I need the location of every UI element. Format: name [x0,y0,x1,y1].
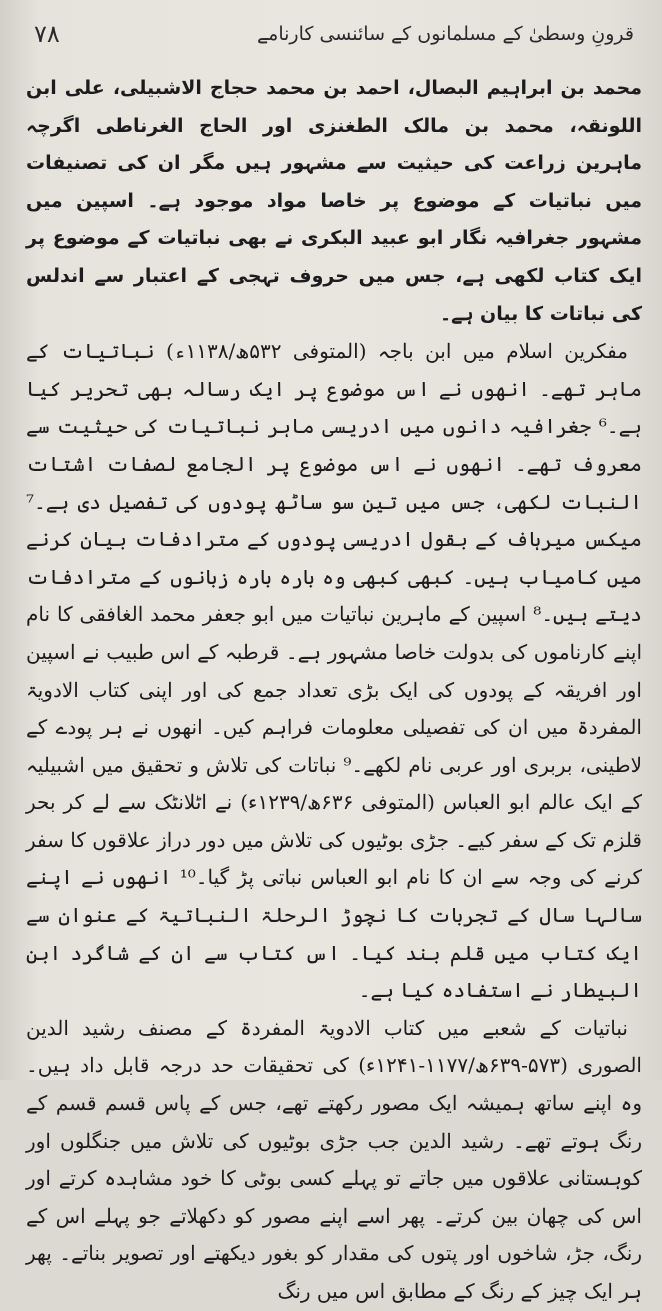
page-header [34,14,634,54]
paragraph-1: محمد بن ابراہیم البصال، احمد بن محمد حجاج الاشبیلی، علی ابن اللونقہ، محمد بن مالک الطغنزی اور الحاج الغرناطی اگرچہ ماہرین زراعت کی حیثیت سے مشہور ہیں مگر ان کی تصنیفات میں نباتیات کے موضوع پر خاصا مواد موجود ہے۔ اسپین میں مشہور جغرافیہ نگار ابو عبید البکری نے بھی نباتیات کے موضوع پر ایک کتاب لکھی ہے، جس میں حروف تہجی کے اعتبار سے اندلس کی نباتات کا بیان ہے۔ [26,77,642,325]
page-number: ۷۸ [34,20,60,48]
paragraph-2: مفکرین اسلام میں ابن باجہ (المتوفی ۵۳۲ھ/۱۱۳۸ء) نباتیات کے ماہر تھے۔ انھوں نے اس موضوع پر ایک رسالہ بھی تحریر کیا ہے۔⁶ جغرافیہ دانوں میں ادریسی ماہر نباتیات کی حیثیت سے معروف تھے۔ انھوں نے اس موضوع پر الجامع لصفات اشتات النبات لکھی، جس میں تین سو ساٹھ پودوں کی تفصیل دی ہے۔⁷ میکس میرہاف کے بقول ادریسی پودوں کے مترادفات بیان کرنے میں کامیاب ہیں۔ کبھی کبھی وہ بارہ بارہ زبانوں کے مترادفات دیتے ہیں۔⁸ اسپین کے ماہرین نباتیات میں ابو جعفر محمد الغافقی کا نام اپنے کارناموں کی بدولت خاصا مشہور ہے۔ قرطبہ کے اس طبیب نے اسپین اور افریقہ کے پودوں کی ایک بڑی تعداد جمع کی اور اپنی کتاب الادویۃ المفردۃ میں ان کی تفصیلی معلومات فراہم کیں۔ انھوں نے ہر پودے کے لاطینی، بربری اور عربی نام لکھے۔⁹ نباتات کی تلاش و تحقیق میں اشبیلیہ کے ایک عالم ابو العباس (المتوفی ۶۳۶ھ/۱۲۳۹ء) نے اٹلانٹک سے لے کر بحر قلزم تک کے سفر کیے۔ جڑی بوٹیوں کی تلاش میں دور دراز علاقوں کا سفر کرنے کی وجہ سے ان کا نام ابو العباس نباتی پڑ گیا۔¹⁰ انھوں نے اپنے سالہا سال کے تجربات کا نچوڑ الرحلۃ النباتیۃ کے عنوان سے ایک کتاب میں قلم بند کیا۔ اس کتاب سے ان کے شاگرد ابن البیطار نے استفادہ کیا ہے۔ [26,339,643,1003]
page-body [26,70,643,1303]
paragraph-3: نباتیات کے شعبے میں کتاب الادویۃ المفردۃ کے مصنف رشید الدین الصوری (۵۷۳-۶۳۹ھ/۱۱۷۷-۱۲۴۱ء) کی تحقیقات حد درجہ قابل داد ہیں۔ وہ اپنے ساتھ ہمیشہ ایک مصور رکھتے تھے، جس کے پاس قسم قسم کے رنگ ہوتے تھے۔ رشید الدین جب جڑی بوٹیوں کی تلاش میں جنگلوں اور کوہستانی علاقوں میں جاتے تو پہلے کسی بوٹی کا خود مشاہدہ کرتے اور اس کی چھان بین کرتے۔ پھر اسے اپنے مصور کو دکھلاتے جو پہلے اس کے رنگ، جڑ، شاخوں اور پتوں کی مقدار کو بغور دیکھتے اور تصویر بناتے۔ پھر ہر ایک چیز کے رنگ کے مطابق اس میں رنگ [26,1015,642,1303]
running-title: قرونِ وسطیٰ کے مسلمانوں کے سائنسی کارنامے [257,23,634,45]
